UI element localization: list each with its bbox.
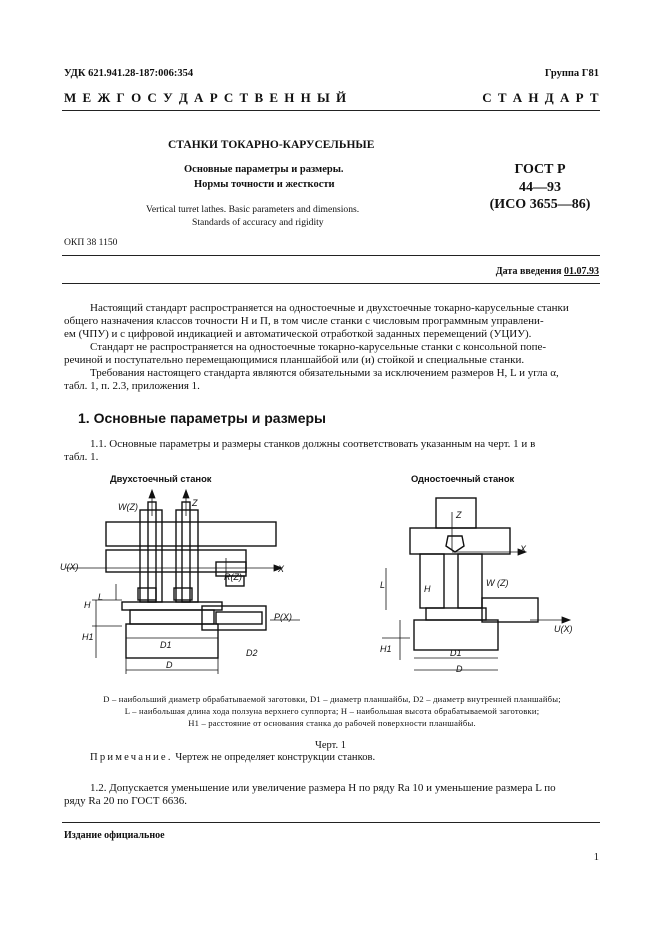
label-l: L [98, 592, 104, 602]
subtitle-line-1: Основные параметры и размеры. [184, 164, 344, 175]
figure-caption-single-column: Одностоечный станок [411, 473, 515, 484]
udk-code: УДК 621.941.28-187:006:354 [64, 68, 194, 79]
page-number: 1 [593, 852, 599, 863]
header-rule [62, 110, 600, 111]
paragraph-line: общего назначения классов точности Н и П, в том числе станки с числовым программным управлени- [64, 315, 544, 327]
english-title-line-2: Standards of accuracy and rigidity [192, 217, 324, 228]
figure-caption-double-column: Двухстоечный станок [110, 473, 212, 484]
title-rule [62, 255, 600, 256]
paragraph-line: Стандарт не распространяется на одностоечные токарно-карусельные станки с консольной попе- [90, 341, 547, 353]
standard-banner [64, 90, 600, 106]
label-d: D [166, 660, 173, 670]
paragraph-1-2 [64, 782, 600, 808]
document-title: СТАНКИ ТОКАРНО-КАРУСЕЛЬНЫЕ [168, 139, 375, 151]
note-text: Чертеж не определяет конструкции станков. [172, 752, 376, 763]
official-edition: Издание официальное [64, 830, 165, 841]
gost-number-line-1: ГОСТ Р [514, 162, 566, 177]
label-w-z-right: W (Z) [486, 578, 509, 588]
label-r-z: R(Z) [224, 572, 242, 582]
note-label: Примечание. [90, 752, 173, 763]
section-heading: 1. Основные параметры и размеры [78, 410, 327, 426]
label-d2: D2 [246, 648, 258, 658]
okp-code: ОКП 38 1150 [64, 237, 118, 248]
label-x: X [278, 564, 285, 574]
paragraph-line: 1.1. Основные параметры и размеры станков должны соответствовать указанным на черт. 1 и в [90, 438, 536, 450]
paragraph-line: Настоящий стандарт распространяется на одностоечные и двухстоечные токарно-карусельные станки [90, 302, 569, 314]
paragraph-line: речиной и поступательно перемещающимися планшайбой или (и) стойкой и специальные станки. [64, 354, 525, 366]
label-d-right: D [456, 664, 463, 674]
subtitle-line-2: Нормы точности и жесткости [194, 179, 335, 190]
effective-date-label: Дата введения [495, 266, 562, 277]
effective-date [496, 266, 599, 277]
legend-line-2: L – наибольшая длина хода ползуна верхнего суппорта; H – наибольшая высота обрабатываемой заготовки; [124, 706, 540, 716]
label-h-right: H [424, 584, 431, 594]
legend-line-1: D – наибольший диаметр обрабатываемой заготовки, D1 – диаметр планшайбы, D2 – диаметр внутренней планшайбы; [103, 694, 561, 704]
label-l-right: L [380, 580, 386, 590]
label-h: H [84, 600, 91, 610]
effective-date-value: 01.07.93 [564, 266, 599, 277]
english-title-line-1: Vertical turret lathes. Basic parameters and dimensions. [146, 204, 360, 215]
banner-left: М Е Ж Г О С У Д А Р С Т В Е Н Н Ы Й [64, 90, 348, 105]
label-x-right: X [520, 544, 527, 554]
paragraph-line: Требования настоящего стандарта являются обязательными за исключением размеров H, L и угла α, [90, 367, 559, 379]
label-p-x: P(X) [274, 612, 292, 622]
single-column-lathe-drawing [370, 488, 600, 688]
paragraph-line: табл. 1. [64, 451, 99, 463]
group-code: Группа Г81 [544, 68, 599, 79]
figure-note [90, 752, 375, 763]
label-z: Z [192, 498, 198, 508]
paragraph-1-1 [64, 438, 600, 464]
paragraph-line: 1.2. Допускается уменьшение или увеличение размера H по ряду Ra 10 и уменьшение размера L по [90, 782, 556, 794]
label-d1-right: D1 [450, 648, 462, 658]
label-u-x-right: U(X) [554, 624, 573, 634]
legend-line-3: H1 – расстояние от основания станка до рабочей поверхности планшайбы. [188, 718, 476, 728]
label-w-z: W(Z) [118, 502, 138, 512]
footer-rule [62, 822, 600, 823]
gost-number-line-3: (ИСО 3655—86) [489, 197, 591, 212]
label-h1: H1 [82, 632, 94, 642]
paragraph-line: табл. 1, п. 2.3, приложения 1. [64, 380, 200, 392]
paragraph-line: ем (ЧПУ) и с цифровой индикацией и автоматической отработкой заданных перемещений (УЦИУ). [64, 328, 532, 340]
label-z-right: Z [456, 510, 462, 520]
paragraph-scope [64, 302, 600, 393]
double-column-lathe-drawing [56, 488, 336, 688]
label-h1-right: H1 [380, 644, 392, 654]
paragraph-line: ряду Ra 20 по ГОСТ 6636. [64, 795, 187, 807]
date-rule [62, 283, 600, 284]
label-u-x: U(X) [60, 562, 79, 572]
banner-right: С Т А Н Д А Р Т [482, 90, 600, 105]
figure-number: Черт. 1 [315, 740, 346, 751]
label-d1: D1 [160, 640, 172, 650]
gost-number-line-2: 44—93 [519, 180, 561, 195]
